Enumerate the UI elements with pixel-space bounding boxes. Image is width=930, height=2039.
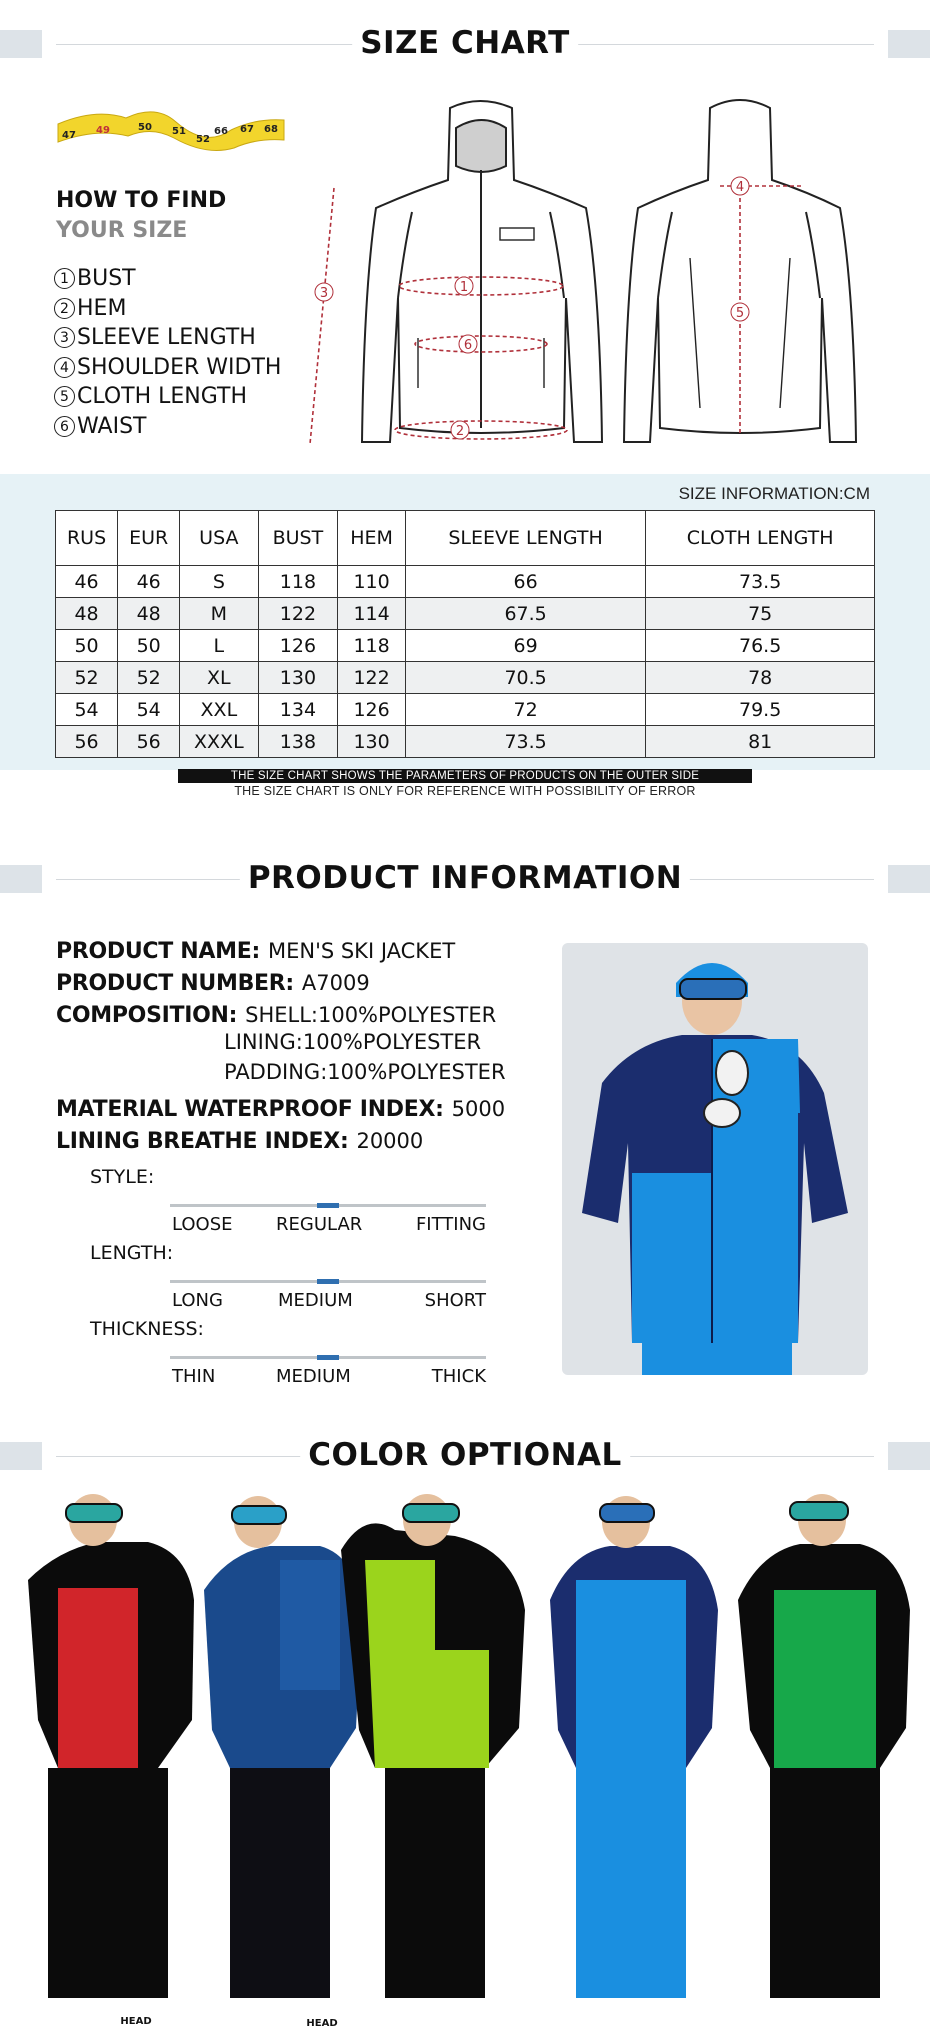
- size-chart-title: SIZE CHART: [352, 22, 578, 64]
- jacket-measurement-diagram: [300, 88, 880, 468]
- boot-brand-label: HEAD: [120, 2016, 152, 2027]
- measure-marker: 2: [455, 424, 465, 439]
- length-scale-label: LENGTH:: [90, 1242, 174, 1264]
- scale-option: LOOSE: [172, 1214, 233, 1235]
- product-name-row: [56, 936, 455, 967]
- table-row: [56, 662, 875, 694]
- waterproof-index-row: [56, 1094, 505, 1125]
- measurement-label: HEM: [77, 295, 127, 321]
- tape-number: 52: [196, 134, 210, 145]
- waterproof-index-value: 5000: [451, 1097, 506, 1121]
- table-cell: 52: [118, 662, 180, 694]
- header-tab-right: [888, 1442, 930, 1470]
- tape-number: 47: [62, 130, 76, 141]
- color-optional-title: COLOR OPTIONAL: [300, 1434, 630, 1476]
- measure-marker: 5: [735, 306, 745, 321]
- table-cell: XL: [180, 662, 258, 694]
- size-information-unit: SIZE INFORMATION:CM: [678, 484, 870, 503]
- color-option-green: [738, 1494, 910, 2028]
- table-cell: 81: [646, 726, 875, 758]
- measurement-number: 5: [54, 386, 75, 407]
- product-number-row: [56, 968, 370, 999]
- table-cell: 50: [118, 630, 180, 662]
- measuring-tape-illustration: [56, 96, 286, 156]
- how-to-find-line2: YOUR SIZE: [56, 218, 188, 243]
- table-cell: 46: [118, 566, 180, 598]
- table-cell: 110: [338, 566, 406, 598]
- table-cell: 72: [405, 694, 645, 726]
- table-cell: 122: [338, 662, 406, 694]
- table-cell: 69: [405, 630, 645, 662]
- table-cell: 56: [118, 726, 180, 758]
- size-chart-note-parameters: THE SIZE CHART SHOWS THE PARAMETERS OF PRODUCTS ON THE OUTER SIDE: [178, 769, 752, 783]
- table-cell: 52: [56, 662, 118, 694]
- size-chart-note-reference: THE SIZE CHART IS ONLY FOR REFERENCE WITH POSSIBILITY OF ERROR: [234, 784, 696, 798]
- measurement-label: BUST: [77, 266, 136, 291]
- breathe-index-label: LINING BREATHE INDEX:: [56, 1129, 349, 1154]
- product-number-value: A7009: [301, 971, 370, 995]
- color-option-lime-green: [341, 1494, 525, 2028]
- measurement-label: WAIST: [77, 413, 147, 439]
- table-cell: XXXL: [180, 726, 258, 758]
- table-cell: 130: [258, 662, 338, 694]
- composition-line: PADDING:100%POLYESTER: [224, 1060, 506, 1084]
- scale-option: LONG: [172, 1290, 223, 1311]
- product-model-photo: [562, 943, 868, 1375]
- composition-row: [56, 1000, 496, 1031]
- scale-option: REGULAR: [276, 1214, 363, 1235]
- table-row: [56, 598, 875, 630]
- tape-number: 67: [240, 124, 254, 135]
- column-header: HEM: [338, 511, 406, 566]
- tape-number: 50: [138, 122, 152, 133]
- breathe-index-row: [56, 1126, 423, 1157]
- table-row: [56, 726, 875, 758]
- how-to-find-line1: HOW TO FIND: [56, 188, 227, 213]
- table-cell: 78: [646, 662, 875, 694]
- color-option-sky-blue: [550, 1496, 718, 2028]
- tape-number: 68: [264, 124, 278, 135]
- column-header: RUS: [56, 511, 118, 566]
- measure-marker: 4: [735, 180, 745, 195]
- product-number-label: PRODUCT NUMBER:: [56, 971, 294, 996]
- measurement-number: 1: [54, 268, 75, 289]
- table-cell: 79.5: [646, 694, 875, 726]
- tape-number: 66: [214, 126, 228, 137]
- header-tab-left: [0, 30, 42, 58]
- table-cell: 50: [56, 630, 118, 662]
- table-cell: 67.5: [405, 598, 645, 630]
- table-cell: 134: [258, 694, 338, 726]
- table-cell: 114: [338, 598, 406, 630]
- table-cell: M: [180, 598, 258, 630]
- table-row: [56, 630, 875, 662]
- size-chart-header: [0, 22, 930, 62]
- header-tab-left: [0, 1442, 42, 1470]
- color-options-photo: [0, 1490, 930, 2039]
- tape-number: 49: [96, 125, 110, 136]
- column-header: SLEEVE LENGTH: [405, 511, 645, 566]
- measure-marker: 3: [319, 286, 329, 301]
- color-optional-header: [0, 1434, 930, 1474]
- scale-option: THICK: [431, 1366, 486, 1387]
- measurement-legend: [54, 264, 281, 441]
- length-scale: [170, 1280, 486, 1310]
- scale-selected-marker: [317, 1203, 339, 1208]
- scale-selected-marker: [317, 1355, 339, 1360]
- table-cell: 54: [56, 694, 118, 726]
- table-cell: 73.5: [405, 726, 645, 758]
- table-cell: XXL: [180, 694, 258, 726]
- scale-option: MEDIUM: [278, 1290, 353, 1311]
- scale-option: FITTING: [415, 1214, 486, 1235]
- measurement-number: 4: [54, 357, 75, 378]
- measurement-item: [54, 294, 281, 324]
- table-cell: 138: [258, 726, 338, 758]
- table-cell: 56: [56, 726, 118, 758]
- measurement-number: 6: [54, 416, 75, 437]
- measurement-label: SHOULDER WIDTH: [77, 354, 282, 380]
- table-row: [56, 694, 875, 726]
- column-header: EUR: [118, 511, 180, 566]
- size-table-header-row: [56, 511, 875, 566]
- thickness-scale: [170, 1356, 486, 1386]
- table-cell: 118: [338, 630, 406, 662]
- table-cell: 48: [118, 598, 180, 630]
- table-cell: 130: [338, 726, 406, 758]
- scale-option: THIN: [172, 1366, 216, 1387]
- header-tab-right: [888, 865, 930, 893]
- composition-line: SHELL:100%POLYESTER: [245, 1003, 497, 1027]
- color-option-red: [28, 1494, 194, 2028]
- style-scale: [170, 1204, 486, 1234]
- column-header: CLOTH LENGTH: [646, 511, 875, 566]
- measurement-item: [54, 353, 281, 383]
- table-cell: 126: [258, 630, 338, 662]
- skier-jacket-illustration: [562, 943, 868, 1375]
- measurement-item: [54, 412, 281, 442]
- table-cell: 73.5: [646, 566, 875, 598]
- measurement-number: 3: [54, 327, 75, 348]
- table-cell: 122: [258, 598, 338, 630]
- header-tab-left: [0, 865, 42, 893]
- table-cell: 75: [646, 598, 875, 630]
- composition-label: COMPOSITION:: [56, 1003, 238, 1028]
- table-row: [56, 566, 875, 598]
- table-cell: 118: [258, 566, 338, 598]
- table-cell: 76.5: [646, 630, 875, 662]
- column-header: BUST: [258, 511, 338, 566]
- measurement-label: SLEEVE LENGTH: [77, 325, 256, 350]
- measure-marker: 1: [459, 280, 469, 295]
- table-cell: 54: [118, 694, 180, 726]
- product-information-header: [0, 857, 930, 897]
- scale-selected-marker: [317, 1279, 339, 1284]
- measurement-item: [54, 382, 281, 412]
- breathe-index-value: 20000: [356, 1129, 424, 1153]
- composition-line: LINING:100%POLYESTER: [224, 1030, 482, 1054]
- waterproof-index-label: MATERIAL WATERPROOF INDEX:: [56, 1097, 444, 1122]
- table-cell: L: [180, 630, 258, 662]
- header-tab-right: [888, 30, 930, 58]
- color-option-navy-blue: [204, 1496, 362, 2030]
- table-cell: 48: [56, 598, 118, 630]
- product-name-value: MEN'S SKI JACKET: [267, 939, 456, 963]
- product-name-label: PRODUCT NAME:: [56, 939, 260, 964]
- column-header: USA: [180, 511, 258, 566]
- tape-number: 51: [172, 126, 186, 137]
- thickness-scale-label: THICKNESS:: [90, 1318, 204, 1340]
- table-cell: 70.5: [405, 662, 645, 694]
- measurement-label: CLOTH LENGTH: [77, 384, 247, 409]
- measurement-item: [54, 264, 281, 294]
- style-scale-label: STYLE:: [90, 1166, 155, 1188]
- scale-option: MEDIUM: [276, 1366, 351, 1387]
- boot-brand-label: HEAD: [306, 2018, 338, 2029]
- product-information-title: PRODUCT INFORMATION: [240, 857, 690, 899]
- scale-option: SHORT: [424, 1290, 486, 1311]
- size-table: [55, 510, 875, 758]
- table-cell: 126: [338, 694, 406, 726]
- measure-marker: 6: [463, 338, 473, 353]
- measurement-item: [54, 323, 281, 353]
- how-to-find-heading: [56, 186, 226, 246]
- table-cell: 46: [56, 566, 118, 598]
- table-cell: 66: [405, 566, 645, 598]
- measurement-number: 2: [54, 298, 75, 319]
- table-cell: S: [180, 566, 258, 598]
